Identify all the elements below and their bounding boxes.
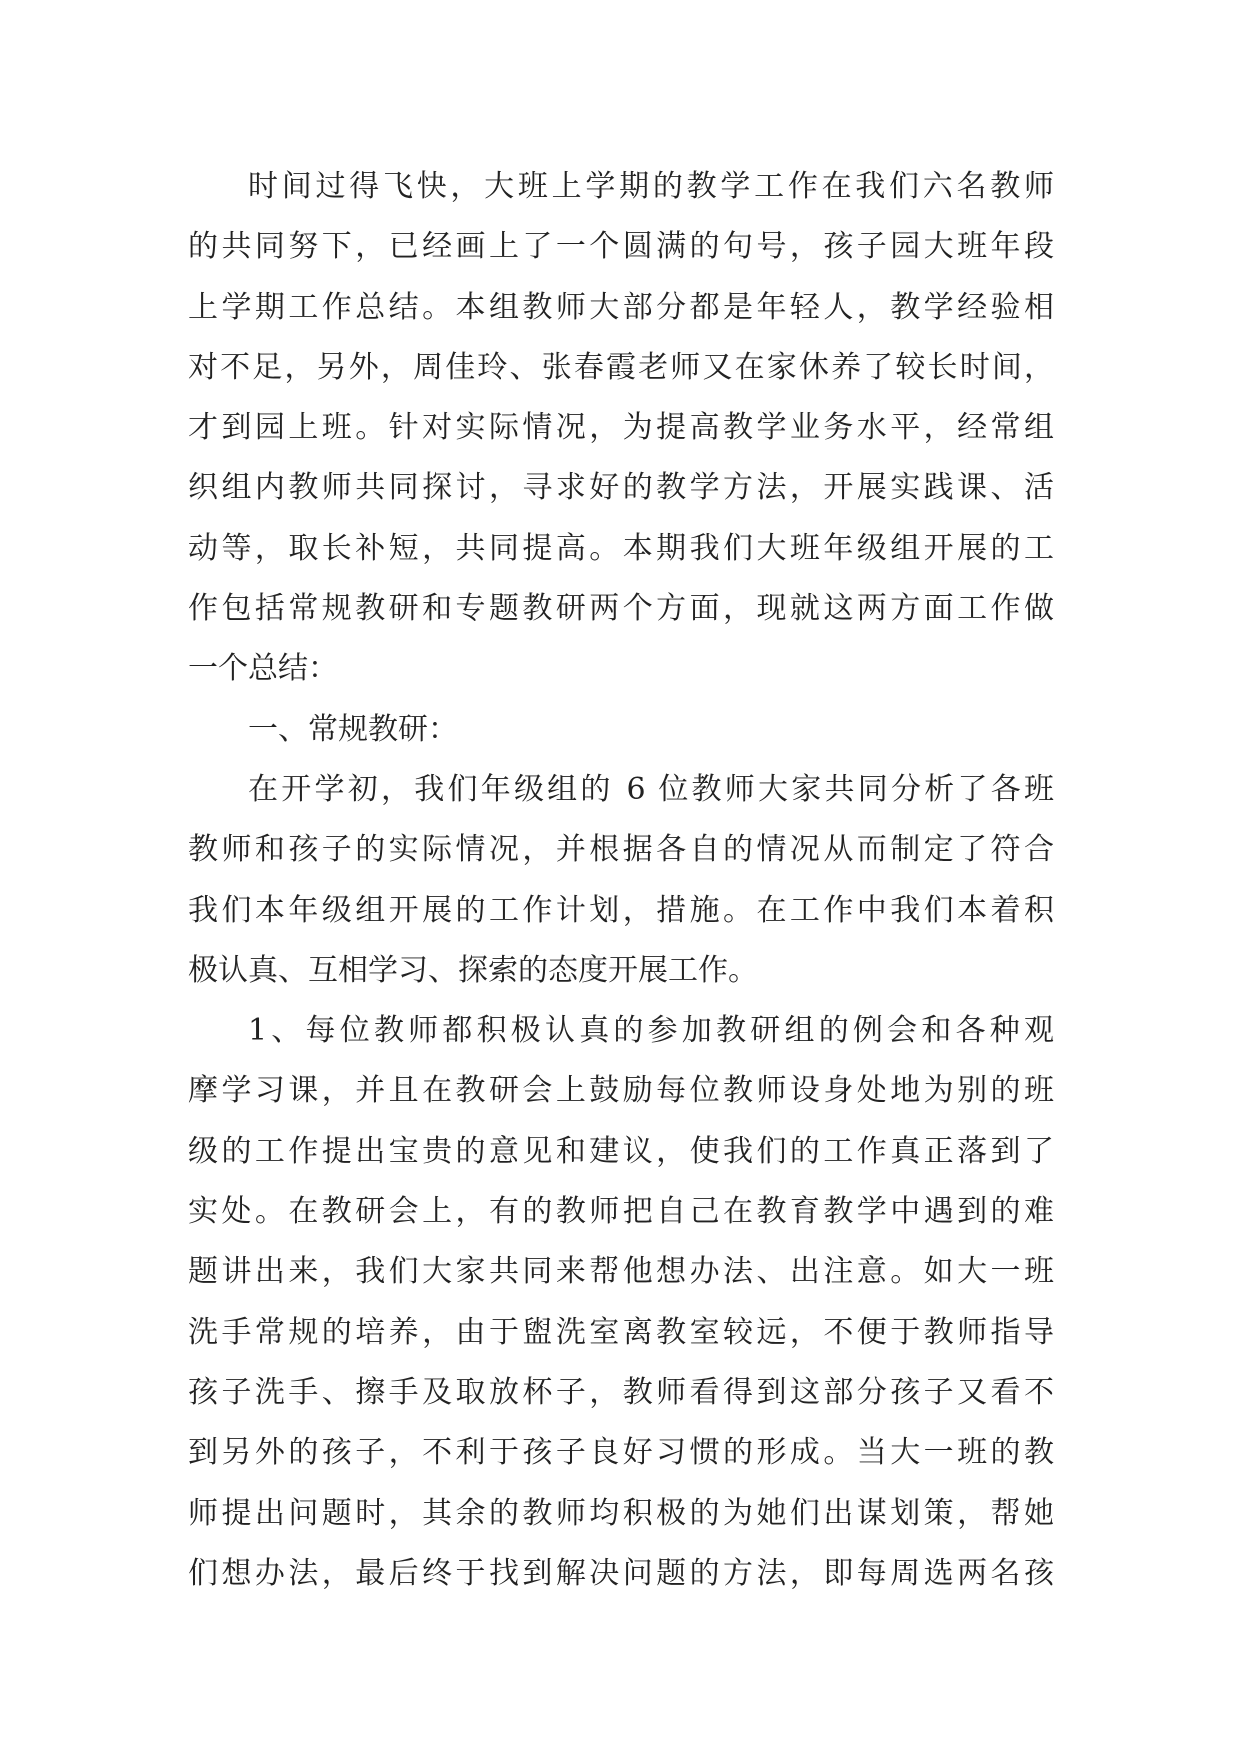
text-line: 的共同努下，已经画上了一个圆满的句号，孩子园大班年段 [188, 229, 1054, 265]
text-line: 孩子洗手、擦手及取放杯子，教师看得到这部分孩子又看不 [188, 1374, 1054, 1410]
text-line: 上学期工作总结。本组教师大部分都是年轻人，教学经验相 [188, 289, 1054, 325]
text-line: 一、常规教研： [248, 711, 458, 747]
text-line: 教师和孩子的实际情况，并根据各自的情况从而制定了符合 [188, 832, 1054, 868]
text-line: 在开学初，我们年级组的 6 位教师大家共同分析了各班 [248, 771, 1054, 807]
text-line: 才到园上班。针对实际情况，为提高教学业务水平，经常组 [188, 410, 1054, 446]
text-line: 作包括常规教研和专题教研两个方面，现就这两方面工作做 [188, 591, 1054, 627]
text-line: 1、每位教师都积极认真的参加教研组的例会和各种观 [248, 1013, 1054, 1049]
text-line: 洗手常规的培养，由于盥洗室离教室较远，不便于教师指导 [188, 1314, 1054, 1350]
text-line: 实处。在教研会上，有的教师把自己在教育教学中遇到的难 [188, 1194, 1054, 1230]
text-line: 对不足，另外，周佳玲、张春霞老师又在家休养了较长时间， [188, 349, 1054, 385]
text-line: 师提出问题时，其余的教师均积极的为她们出谋划策，帮她 [188, 1495, 1054, 1531]
text-line: 到另外的孩子，不利于孩子良好习惯的形成。当大一班的教 [188, 1435, 1054, 1471]
text-line: 们想办法，最后终于找到解决问题的方法，即每周选两名孩 [188, 1555, 1054, 1591]
text-line: 摩学习课，并且在教研会上鼓励每位教师设身处地为别的班 [188, 1073, 1054, 1109]
text-line: 织组内教师共同探讨，寻求好的教学方法，开展实践课、活 [188, 470, 1054, 506]
text-line: 时间过得飞快，大班上学期的教学工作在我们六名教师 [248, 169, 1054, 204]
document-body [188, 157, 1054, 1604]
text-line: 极认真、互相学习、探索的态度开展工作。 [188, 952, 758, 988]
text-line: 我们本年级组开展的工作计划，措施。在工作中我们本着积 [188, 892, 1054, 928]
text-line: 动等，取长补短，共同提高。本期我们大班年级组开展的工 [188, 530, 1054, 566]
text-line: 一个总结： [188, 651, 338, 687]
text-line: 级的工作提出宝贵的意见和建议，使我们的工作真正落到了 [188, 1133, 1054, 1169]
text-line: 题讲出来，我们大家共同来帮他想办法、出注意。如大一班 [188, 1254, 1054, 1290]
